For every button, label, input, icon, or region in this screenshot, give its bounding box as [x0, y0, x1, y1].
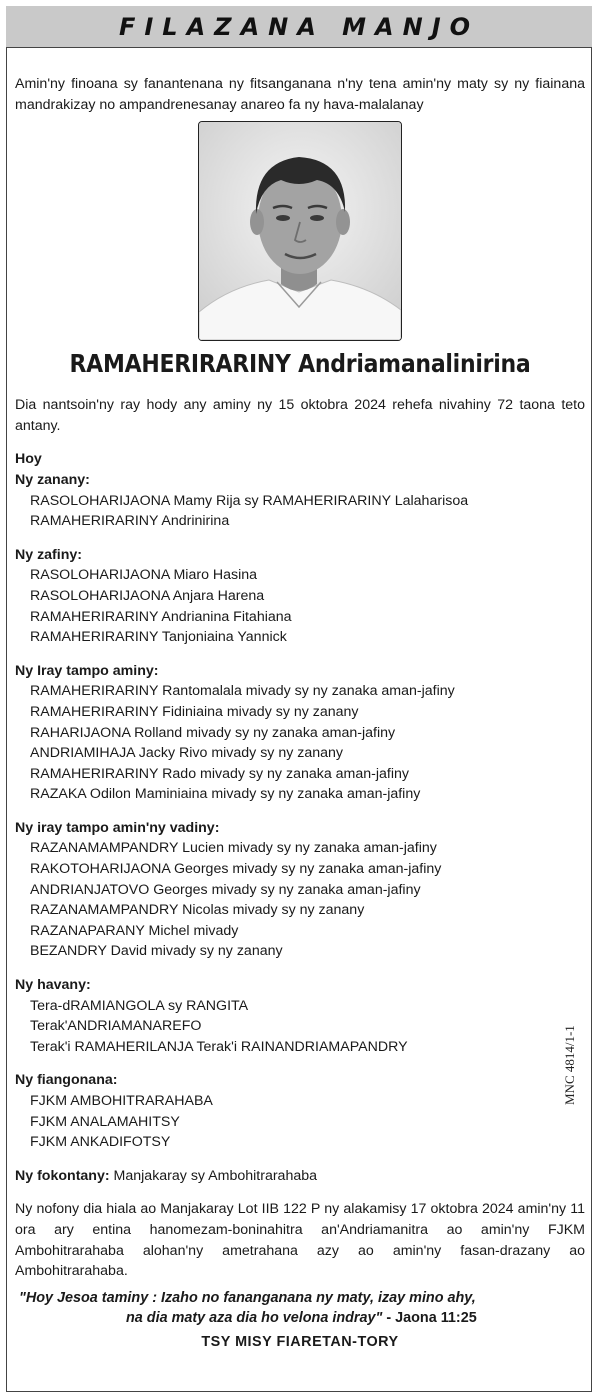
list-item: FJKM AMBOHITRARAHABA: [30, 1093, 213, 1109]
list-item: FJKM ANALAMAHITSY: [30, 1113, 180, 1130]
bible-quote: [15, 1288, 585, 1328]
intro-text: Amin'ny finoana sy fanantenana ny fitsanganana n'ny tena amin'ny maty sy ny fiainana mandrakizay no ampandrenesanay anareo fa ny hava-malalanay: [15, 76, 585, 113]
list-item: RAMAHERIRARINY Andrianina Fitahiana: [30, 608, 292, 625]
list-item: RASOLOHARIJAONA Anjara Harena: [30, 587, 265, 604]
list-item: RAKOTOHARIJAONA Georges mivady sy ny zanaka aman-jafiny: [30, 861, 442, 878]
section-title: Ny fiangonana:: [15, 1072, 118, 1089]
portrait-image: [199, 122, 401, 340]
quote-line-2: [15, 1308, 585, 1328]
section-fokontany: [15, 1166, 585, 1187]
fokontany-value: Manjakaray sy Ambohitrarahaba: [113, 1167, 318, 1184]
list-item: FJKM ANKADIFOTSY: [30, 1134, 171, 1151]
reference-code: MNC 4814/1-1: [562, 1025, 577, 1105]
list-item: RAZAKA Odilon Maminiaina mivady sy ny zanaka aman-jafiny: [30, 786, 421, 803]
list-item: RAMAHERIRARINY Rado mivady sy ny zanaka aman-jafiny: [30, 765, 409, 782]
death-notice: Dia nantsoin'ny ray hody any aminy ny 15 oktobra 2024 rehefa nivahiny 72 taona teto antany.: [15, 397, 585, 434]
list-item: Terak'ANDRIAMANAREFO: [30, 1018, 202, 1035]
section-grandchildren: [15, 545, 585, 648]
section-spouse-siblings: [15, 818, 585, 962]
fokontany-label: Ny fokontany:: [15, 1167, 110, 1184]
list-item: RAMAHERIRARINY Fidiniaina mivady sy ny zanany: [30, 703, 359, 720]
list-item: RASOLOHARIJAONA Mamy Rija sy RAMAHERIRARINY Lalaharisoa: [30, 492, 469, 509]
list-item: RASOLOHARIJAONA Miaro Hasina: [30, 567, 258, 584]
section-title: Ny iray tampo amin'ny vadiny:: [15, 819, 220, 836]
list-item: RAMAHERIRARINY Rantomalala mivady sy ny zanaka aman-jafiny: [30, 683, 455, 700]
quote-line-1: "Hoy Jesoa taminy : Izaho no fananganana ny maty, izay mino ahy,: [19, 1289, 476, 1306]
list-item: Terak'i RAMAHERILANJA Terak'i RAINANDRIAMAPANDRY: [30, 1038, 408, 1055]
deceased-name: RAMAHERIRARINY Andriamanalinirina: [69, 349, 531, 379]
list-item: RAZANAMAMPANDRY Lucien mivady sy ny zanaka aman-jafiny: [30, 840, 437, 857]
header-title: FILAZANA MANJO: [118, 12, 480, 41]
quote-line-2-text: na dia maty aza dia ho velona indray": [126, 1309, 383, 1326]
list-item: RAZANAPARANY Michel mivady: [30, 922, 239, 939]
section-relatives: [15, 975, 585, 1057]
portrait-photo: [198, 121, 402, 341]
funeral-details: Ny nofony dia hiala ao Manjakaray Lot IIB 122 P ny alakamisy 17 oktobra 2024 amin'ny 11 ora ary entina hanomezam-boninahitra an'Andriamanitra ao amin'ny FJKM Ambohitrarahaba alohan'ny ametrahana azy ao amin'ny fasan-drazany ao Ambohitrarahaba.: [15, 1201, 585, 1280]
list-item: RAHARIJAONA Rolland mivady sy ny zanaka aman-jafiny: [30, 724, 396, 741]
notice-content: [15, 74, 585, 1352]
list-item: BEZANDRY David mivady sy ny zanany: [30, 943, 283, 960]
signature-line: TSY MISY FIARETAN-TORY: [201, 1333, 399, 1350]
section-siblings: [15, 661, 585, 805]
quote-reference: - Jaona 11:25: [382, 1309, 477, 1326]
hoy-label: Hoy: [15, 451, 42, 468]
section-title: Ny havany:: [15, 977, 91, 994]
section-title: Ny Iray tampo aminy:: [15, 662, 159, 679]
list-item: RAMAHERIRARINY Andrinirina: [30, 513, 230, 530]
header-banner: [6, 6, 592, 48]
list-item: ANDRIANJATOVO Georges mivady sy ny zanaka aman-jafiny: [30, 881, 421, 898]
list-item: RAZANAMAMPANDRY Nicolas mivady sy ny zanany: [30, 902, 365, 919]
section-title: Ny zafiny:: [15, 546, 83, 563]
section-title: Ny zanany:: [15, 471, 90, 488]
section-churches: [15, 1070, 585, 1152]
list-item: Tera-dRAMIANGOLA sy RANGITA: [30, 997, 249, 1014]
section-children: [15, 470, 585, 532]
list-item: RAMAHERIRARINY Tanjoniaina Yannick: [30, 629, 287, 646]
list-item: ANDRIAMIHAJA Jacky Rivo mivady sy ny zanany: [30, 745, 344, 762]
